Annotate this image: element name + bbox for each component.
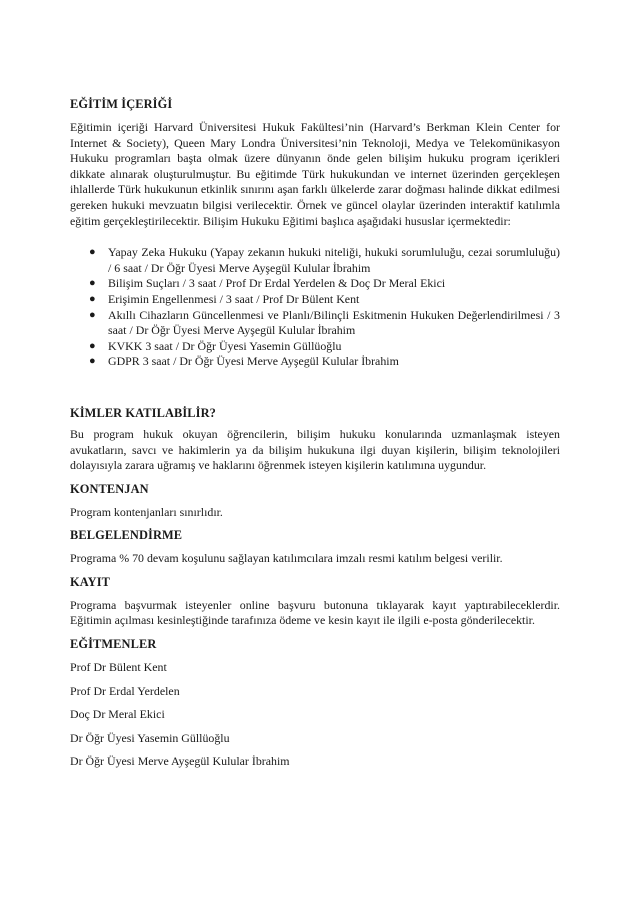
list-item (70, 308, 560, 339)
heading-belgelendirme: BELGELENDİRME (70, 528, 183, 543)
instructor-name: Prof Dr Bülent Kent (70, 660, 167, 675)
section-egitim-icerigi (70, 97, 560, 370)
list-item-text: KVKK 3 saat / Dr Öğr Üyesi Yasemin Güllüoğlu (108, 338, 342, 353)
paragraph-egitim-icerigi: Eğitimin içeriği Harvard Üniversitesi Hukuk Fakültesi’nin (Harvard’s Berkman Klein Center for Internet & Society), Queen Mary Londra Üniversitesi’nin Teknoloji, Medya ve Telekomünikasyon Hukuku programları başta olmak üzere dünyanın önde gelen bilişim hukuku program içerikleri dikkate alınarak oluşturulmuştur. Bu eğitimde Türk hukukundan ve internet üzerinden gerçekleşen ihlallerde Türk hukukunun etkinlik sınırını aşan farklı ülkelerde zarar doğması halinde dikkat edilmesi gereken hukuki mevzuatın bilgisi verilecektir. Örnek ve güncel olaylar üzerinden interaktif katılımla eğitim gerçekleştirilecektir. Bilişim Hukuku Eğitimi başlıca aşağıdaki hususlar içermektedir: (70, 120, 560, 228)
bullet-icon: ● (89, 339, 96, 352)
bullet-icon: ● (89, 292, 96, 305)
section-egitmenler (70, 637, 560, 770)
paragraph-kayit: Programa başvurmak isteyenler online başvuru butonuna tıklayarak kayıt yaptırabileceklerdir. Eğitimin açılması kesinleştiğinde tarafınıza ödeme ve kesin kayıt ile ilgili e-posta gönderilecektir. (70, 597, 560, 628)
list-item (70, 339, 560, 355)
bullet-icon: ● (89, 277, 96, 290)
list-item (70, 245, 560, 276)
heading-kontenjan: KONTENJAN (70, 481, 149, 496)
section-kimler (70, 406, 560, 474)
heading-egitim-icerigi: EĞİTİM İÇERİĞİ (70, 97, 173, 111)
topic-list (70, 245, 560, 370)
list-item-text: Bilişim Suçları / 3 saat / Prof Dr Erdal Yerdelen & Doç Dr Meral Ekici (108, 276, 446, 291)
instructor-name: Dr Öğr Üyesi Merve Ayşegül Kulular İbrahim (70, 754, 290, 769)
paragraph-kimler: Bu program hukuk okuyan öğrencilerin, bilişim hukuku konularında uzmanlaşmak isteyen avukatların, savcı ve hakimlerin ya da bilişim hukukuna ilgi duyan kişilerin, bilişim teknolojileri dolayısıyla zarara uğramış ve haklarını öğrenmek isteyen kişilerin katılımına uygundur. (70, 426, 560, 473)
list-item-text: Erişimin Engellenmesi / 3 saat / Prof Dr Bülent Kent (108, 291, 360, 306)
list-item-text: Akıllı Cihazların Güncellenmesi ve Planlı/Bilinçli Eskitmenin Hukuken Değerlendirilmesi / 3 saat / Dr Öğr Üyesi Merve Ayşegül Kulular İbrahim (108, 307, 560, 338)
heading-egitmenler: EĞİTMENLER (70, 637, 157, 652)
bullet-icon: ● (89, 246, 96, 259)
document-page (70, 97, 560, 770)
instructor-name: Dr Öğr Üyesi Yasemin Güllüoğlu (70, 730, 230, 745)
paragraph-belgelendirme: Programa % 70 devam koşulunu sağlayan katılımcılara imzalı resmi katılım belgesi verilir. (70, 551, 503, 566)
section-kontenjan (70, 482, 560, 521)
paragraph-kontenjan: Program kontenjanları sınırlıdır. (70, 504, 223, 519)
list-item (70, 354, 560, 370)
list-item-text: GDPR 3 saat / Dr Öğr Üyesi Merve Ayşegül Kulular İbrahim (108, 354, 399, 369)
heading-kimler: KİMLER KATILABİLİR? (70, 405, 216, 420)
section-belgelendirme (70, 528, 560, 567)
instructor-list (70, 660, 560, 770)
list-item (70, 276, 560, 292)
list-item (70, 292, 560, 308)
section-kayit (70, 575, 560, 629)
list-item-text: Yapay Zeka Hukuku (Yapay zekanın hukuki niteliği, hukuki sorumluluğu, cezai sorumluluğu) / 6 saat / Dr Öğr Üyesi Merve Ayşegül Kulular İbrahim (108, 245, 560, 275)
instructor-name: Doç Dr Meral Ekici (70, 707, 165, 722)
instructor-name: Prof Dr Erdal Yerdelen (70, 683, 180, 698)
bullet-icon: ● (89, 308, 96, 321)
bullet-icon: ● (89, 355, 96, 368)
heading-kayit: KAYIT (70, 574, 110, 589)
